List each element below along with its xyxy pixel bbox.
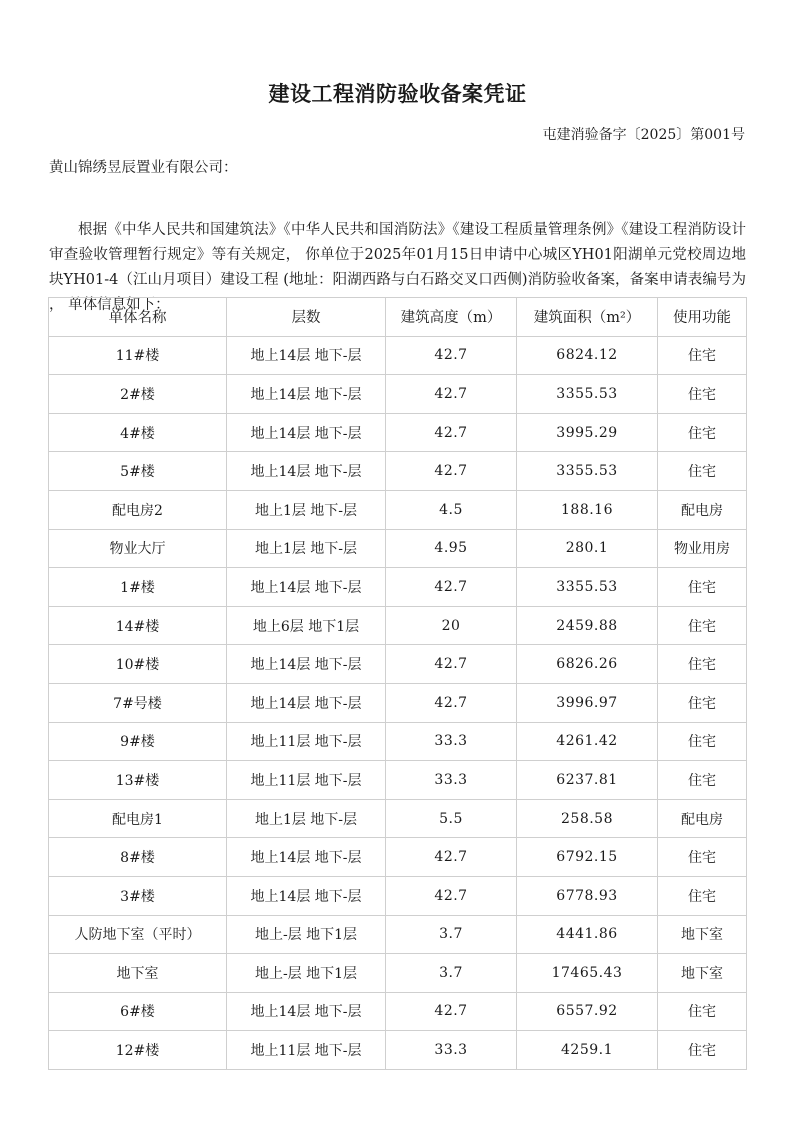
cell-floors: 地上14层 地下-层: [227, 992, 386, 1031]
cell-area: 6237.81: [517, 761, 658, 800]
cell-area: 6778.93: [517, 876, 658, 915]
cell-floors: 地上11层 地下-层: [227, 722, 386, 761]
cell-usage: 地下室: [658, 954, 747, 993]
document-number: 屯建消验备字〔2025〕第001号: [542, 127, 745, 143]
cell-unit-name: 4#楼: [49, 413, 227, 452]
cell-floors: 地上14层 地下-层: [227, 568, 386, 607]
cell-height: 42.7: [386, 375, 517, 414]
cell-usage: 住宅: [658, 992, 747, 1031]
unit-info-table: [48, 297, 747, 1070]
header-area: 建筑面积（m²）: [517, 298, 658, 337]
cell-floors: 地上11层 地下-层: [227, 761, 386, 800]
table-row: [49, 722, 747, 761]
cell-area: 3995.29: [517, 413, 658, 452]
cell-usage: 物业用房: [658, 529, 747, 568]
cell-floors: 地上14层 地下-层: [227, 876, 386, 915]
table-row: [49, 992, 747, 1031]
cell-floors: 地上14层 地下-层: [227, 645, 386, 684]
cell-unit-name: 10#楼: [49, 645, 227, 684]
cell-height: 5.5: [386, 799, 517, 838]
header-floors: 层数: [227, 298, 386, 337]
cell-floors: 地上1层 地下-层: [227, 529, 386, 568]
cell-floors: 地上-层 地下1层: [227, 954, 386, 993]
cell-usage: 住宅: [658, 683, 747, 722]
cell-height: 20: [386, 606, 517, 645]
cell-unit-name: 8#楼: [49, 838, 227, 877]
table-row: [49, 606, 747, 645]
cell-height: 33.3: [386, 761, 517, 800]
cell-height: 4.95: [386, 529, 517, 568]
cell-height: 42.7: [386, 876, 517, 915]
cell-height: 4.5: [386, 490, 517, 529]
cell-unit-name: 12#楼: [49, 1031, 227, 1070]
cell-height: 42.7: [386, 683, 517, 722]
cell-usage: 住宅: [658, 1031, 747, 1070]
document-title: 建设工程消防验收备案凭证: [268, 81, 527, 106]
cell-area: 3355.53: [517, 568, 658, 607]
cell-unit-name: 2#楼: [49, 375, 227, 414]
table-row: [49, 568, 747, 607]
cell-unit-name: 14#楼: [49, 606, 227, 645]
cell-height: 42.7: [386, 336, 517, 375]
cell-usage: 住宅: [658, 452, 747, 491]
cell-floors: 地上14层 地下-层: [227, 413, 386, 452]
table-body: [49, 336, 747, 1069]
cell-floors: 地上14层 地下-层: [227, 336, 386, 375]
table-row: [49, 954, 747, 993]
body-paragraph: 根据《中华人民共和国建筑法》《中华人民共和国消防法》《建设工程质量管理条例》《建设工程消防设计审查验收管理暂行规定》等有关规定， 你单位于2025年01月15日申请中心城区YH01阳湖单元党校周边地块YH01-4（江山月项目）建设工程 (地址：阳湖西路与白石路交叉口西侧)消防验收备案，备案申请表编号为 ， 单体信息如下：: [49, 222, 746, 313]
cell-area: 6792.15: [517, 838, 658, 877]
cell-usage: 住宅: [658, 568, 747, 607]
cell-unit-name: 地下室: [49, 954, 227, 993]
cell-height: 42.7: [386, 838, 517, 877]
cell-height: 3.7: [386, 954, 517, 993]
cell-unit-name: 配电房2: [49, 490, 227, 529]
cell-unit-name: 6#楼: [49, 992, 227, 1031]
cell-unit-name: 1#楼: [49, 568, 227, 607]
cell-area: 6824.12: [517, 336, 658, 375]
cell-area: 4441.86: [517, 915, 658, 954]
cell-usage: 住宅: [658, 876, 747, 915]
table-row: [49, 452, 747, 491]
cell-usage: 住宅: [658, 413, 747, 452]
cell-area: 3355.53: [517, 452, 658, 491]
table-row: [49, 1031, 747, 1070]
cell-unit-name: 人防地下室（平时）: [49, 915, 227, 954]
recipient-line: 黄山锦绣昱辰置业有限公司：: [49, 160, 238, 176]
cell-unit-name: 11#楼: [49, 336, 227, 375]
cell-area: 188.16: [517, 490, 658, 529]
cell-height: 33.3: [386, 722, 517, 761]
cell-floors: 地上14层 地下-层: [227, 683, 386, 722]
cell-height: 3.7: [386, 915, 517, 954]
header-unit-name: 单体名称: [49, 298, 227, 337]
cell-area: 6826.26: [517, 645, 658, 684]
cell-height: 42.7: [386, 992, 517, 1031]
cell-unit-name: 5#楼: [49, 452, 227, 491]
cell-height: 42.7: [386, 413, 517, 452]
cell-usage: 地下室: [658, 915, 747, 954]
cell-floors: 地上14层 地下-层: [227, 452, 386, 491]
cell-unit-name: 7#号楼: [49, 683, 227, 722]
table-row: [49, 336, 747, 375]
header-row: [49, 298, 747, 337]
cell-floors: 地上14层 地下-层: [227, 838, 386, 877]
table-row: [49, 683, 747, 722]
cell-floors: 地上-层 地下1层: [227, 915, 386, 954]
table-row: [49, 876, 747, 915]
cell-area: 3996.97: [517, 683, 658, 722]
cell-area: 280.1: [517, 529, 658, 568]
table-row: [49, 645, 747, 684]
cell-area: 4259.1: [517, 1031, 658, 1070]
cell-area: 17465.43: [517, 954, 658, 993]
table-row: [49, 413, 747, 452]
cell-floors: 地上1层 地下-层: [227, 490, 386, 529]
cell-unit-name: 物业大厅: [49, 529, 227, 568]
cell-usage: 住宅: [658, 761, 747, 800]
cell-unit-name: 3#楼: [49, 876, 227, 915]
cell-area: 4261.42: [517, 722, 658, 761]
table-row: [49, 490, 747, 529]
cell-height: 42.7: [386, 568, 517, 607]
cell-area: 2459.88: [517, 606, 658, 645]
table-row: [49, 375, 747, 414]
table-row: [49, 799, 747, 838]
cell-usage: 住宅: [658, 336, 747, 375]
cell-floors: 地上11层 地下-层: [227, 1031, 386, 1070]
table-row: [49, 838, 747, 877]
cell-area: 6557.92: [517, 992, 658, 1031]
cell-unit-name: 9#楼: [49, 722, 227, 761]
cell-height: 42.7: [386, 452, 517, 491]
cell-usage: 住宅: [658, 375, 747, 414]
cell-floors: 地上6层 地下1层: [227, 606, 386, 645]
cell-unit-name: 配电房1: [49, 799, 227, 838]
header-usage: 使用功能: [658, 298, 747, 337]
cell-area: 258.58: [517, 799, 658, 838]
cell-usage: 住宅: [658, 722, 747, 761]
cell-unit-name: 13#楼: [49, 761, 227, 800]
cell-area: 3355.53: [517, 375, 658, 414]
table-row: [49, 915, 747, 954]
table-header: [49, 298, 747, 337]
cell-floors: 地上1层 地下-层: [227, 799, 386, 838]
cell-height: 33.3: [386, 1031, 517, 1070]
table-row: [49, 761, 747, 800]
cell-usage: 住宅: [658, 645, 747, 684]
table-row: [49, 529, 747, 568]
cell-usage: 配电房: [658, 490, 747, 529]
header-height: 建筑高度（m）: [386, 298, 517, 337]
cell-floors: 地上14层 地下-层: [227, 375, 386, 414]
cell-usage: 住宅: [658, 838, 747, 877]
cell-height: 42.7: [386, 645, 517, 684]
cell-usage: 配电房: [658, 799, 747, 838]
cell-usage: 住宅: [658, 606, 747, 645]
